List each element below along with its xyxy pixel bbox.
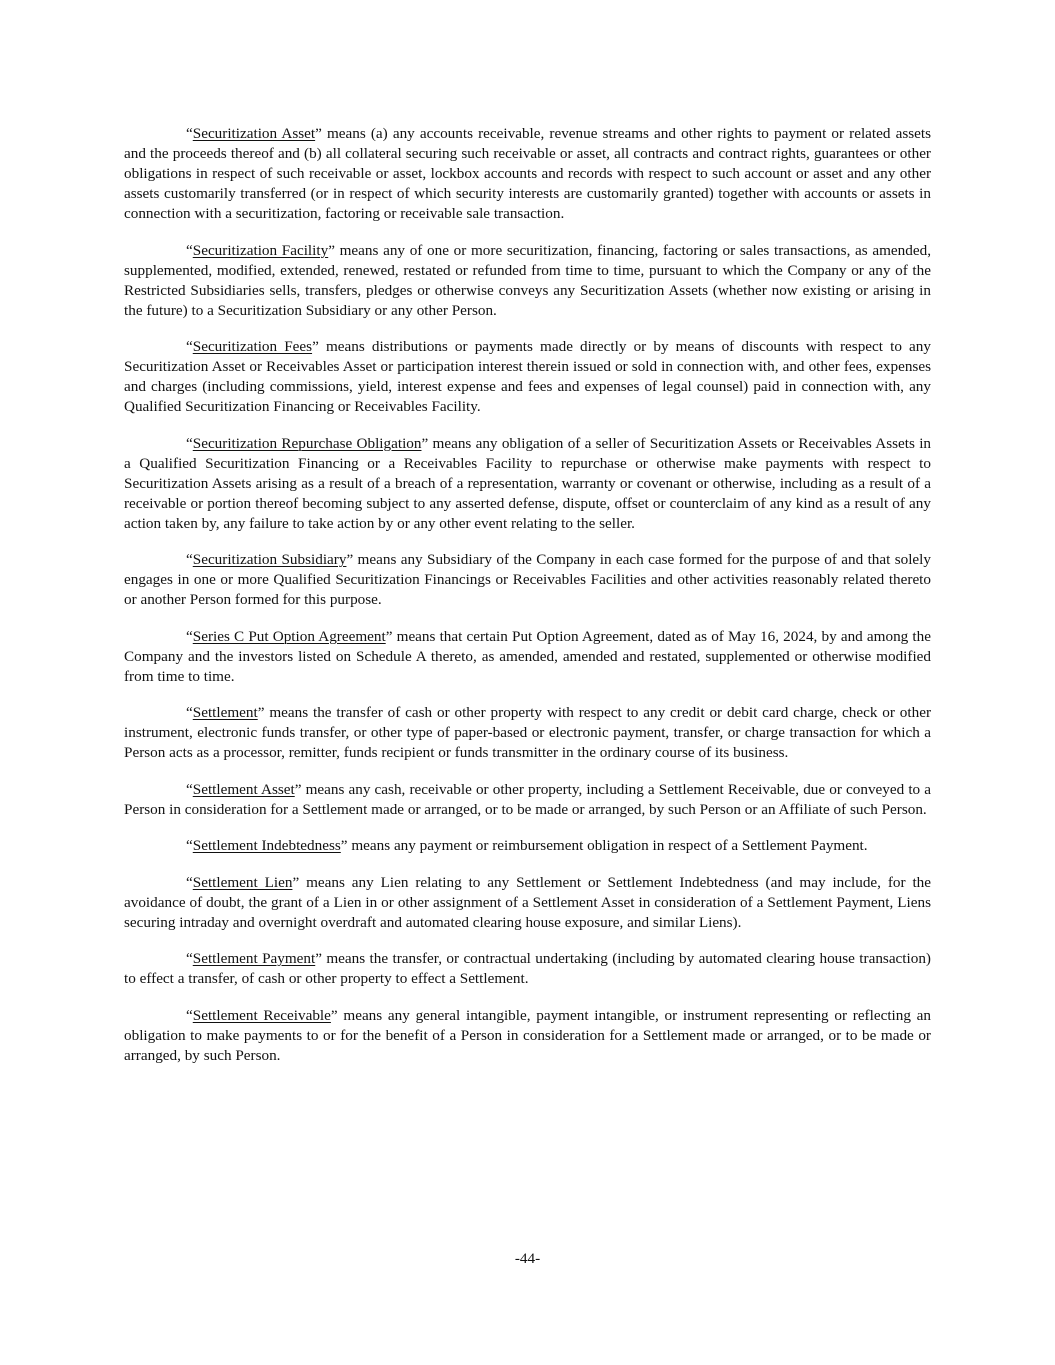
definition-text: means any payment or reimbursement obligation in respect of a Settlement Payment.	[347, 837, 868, 854]
definition-text: means any cash, receivable or other property, including a Settlement Receivable, due or conveyed to a Person in consideration for a Settlement made or arranged, or to be made or arranged, by such Person or an Affiliate of such Person.	[124, 780, 931, 818]
defined-term: Securitization Asset	[192, 125, 316, 142]
defined-term: Series C Put Option Agreement	[192, 627, 386, 645]
definition-text: means any general intangible, payment intangible, or instrument representing or reflecting an obligation to make payments to or for the benefit of a Person in consideration for a Settlement made or arranged, or to be made or arranged, by such Person.	[124, 1006, 932, 1064]
definition-securitization-subsidiary: “Securitization Subsidiary” means any Subsidiary of the Company in each case formed for the purpose of and that solely engages in one or more Qualified Securitization Financings or Receivables Facilities and other activities reasonably related thereto or another Person formed for this purpose.	[124, 551, 931, 608]
definition-settlement-lien: “Settlement Lien” means any Lien relating to any Settlement or Settlement Indebtedness (and may include, for the avoidance of doubt, the grant of a Lien in or other assignment of a Settlement Asset in consideration of a Settlement Payment, Liens securing intraday and overnight overdraft and automated clearing house exposure, and similar Liens).	[124, 873, 931, 931]
definition-securitization-fees: “Securitization Fees” means distributions or payments made directly or by means of discounts with respect to any Securitization Asset or Receivables Asset or participation interest therein issued or sold in connection with, and other fees, expenses and charges (including commissions, yield, interest expense and fees and expenses of legal counsel) paid in connection with, any Qualified Securitization Financing or Receivables Facility.	[124, 338, 931, 415]
definition-text: means distributions or payments made directly or by means of discounts with respect to any Securitization Asset or Receivables Asset or participation interest therein issued or sold in connection with, and other fees, expenses and charges (including commissions, yield, interest expense and fees and expenses of legal counsel) paid in connection with, any Qualified Securitization Financing or Receivables Facility.	[124, 338, 931, 415]
defined-term: Settlement Payment	[192, 950, 316, 967]
definition-text: means the transfer of cash or other property with respect to any credit or debit card charge, check or other instrument, electronic funds transfer, or other type of paper-based or electronic payment, transfer, or charge transaction for which a Person acts as a processor, remitter, funds recipient or funds transmitter in the ordinary course of its business.	[124, 704, 931, 761]
defined-term: Settlement Receivable	[192, 1006, 331, 1024]
definition-securitization-asset: “Securitization Asset” means (a) any accounts receivable, revenue streams and other rights to payment or related assets and the proceeds thereof and (b) all collateral securing such receivable or asset, all contracts and contract rights, guarantees or other obligations in respect of such receivable or asset, lockbox accounts and records with respect to such account or asset and any other assets customarily transferred (or in respect of which security interests are customarily granted) together with accounts or assets in connection with a securitization, factoring or receivable sale transaction.	[124, 125, 932, 222]
defined-term: Securitization Subsidiary	[192, 551, 347, 568]
defined-term: Securitization Repurchase Obligation	[192, 434, 422, 452]
definition-series-c-put-option-agreement: “Series C Put Option Agreement” means that certain Put Option Agreement, dated as of May 16, 2024, by and among the Company and the investors listed on Schedule A thereto, as amended, amended and restated, supplemented or otherwise modified from time to time.	[124, 627, 931, 685]
definition-text: means any Lien relating to any Settlement or Settlement Indebtedness (and may include, for the avoidance of doubt, the grant of a Lien in or other assignment of a Settlement Asset in consideration of a Settlement Payment, Liens securing intraday and overnight overdraft and automated clearing house exposure, and similar Liens).	[124, 873, 931, 931]
definition-text: means any Subsidiary of the Company in each case formed for the purpose of and that solely engages in one or more Qualified Securitization Financings or Receivables Facilities and other activities reasonably related thereto or another Person formed for this purpose.	[124, 551, 931, 608]
defined-term: Securitization Fees	[192, 338, 313, 355]
document-body	[124, 124, 931, 1082]
defined-term: Settlement Lien	[192, 873, 293, 891]
definition-text: means that certain Put Option Agreement, dated as of May 16, 2024, by and among the Company and the investors listed on Schedule A thereto, as amended, amended and restated, supplemented or otherwise modified from time to time.	[124, 627, 931, 685]
definition-securitization-repurchase-obligation: “Securitization Repurchase Obligation” means any obligation of a seller of Securitization Assets or Receivables Assets in a Qualified Securitization Financing or a Receivables Facility to repurchase or otherwise make payments with respect to Securitization Assets arising as a result of a breach of a representation, warranty or covenant or otherwise, including as a result of a receivable or portion thereof becoming subject to any asserted defense, dispute, offset or counterclaim of any kind as a result of any action taken by, any failure to take action by or any other event relating to the seller.	[124, 434, 932, 532]
definition-settlement: “Settlement” means the transfer of cash or other property with respect to any credit or debit card charge, check or other instrument, electronic funds transfer, or other type of paper-based or electronic payment, transfer, or charge transaction for which a Person acts as a processor, remitter, funds recipient or funds transmitter in the ordinary course of its business.	[124, 704, 931, 761]
definition-settlement-indebtedness: “Settlement Indebtedness” means any payment or reimbursement obligation in respect of a Settlement Payment.	[186, 837, 868, 854]
definition-text: means any obligation of a seller of Securitization Assets or Receivables Assets in a Qualified Securitization Financing or a Receivables Facility to repurchase or otherwise make payments with respect to Securitization Assets arising as a result of a breach of a representation, warranty or covenant or otherwise, including as a result of a receivable or portion thereof becoming subject to any asserted defense, dispute, offset or counterclaim of any kind as a result of any action taken by, any failure to take action by or any other event relating to the seller.	[124, 434, 932, 532]
definition-settlement-asset: “Settlement Asset” means any cash, receivable or other property, including a Settlement Receivable, due or conveyed to a Person in consideration for a Settlement made or arranged, or to be made or arranged, by such Person or an Affiliate of such Person.	[124, 780, 931, 818]
definition-securitization-facility: “Securitization Facility” means any of one or more securitization, financing, factoring or sales transactions, as amended, supplemented, modified, extended, renewed, restated or refunded from time to time, pursuant to which the Company or any of the Restricted Subsidiaries sells, transfers, pledges or otherwise conveys any Securitization Assets (whether now existing or arising in the future) to a Securitization Subsidiary or any other Person.	[124, 241, 931, 319]
definition-text: means any of one or more securitization, financing, factoring or sales transactions, as amended, supplemented, modified, extended, renewed, restated or refunded from time to time, pursuant to which the Company or any of the Restricted Subsidiaries sells, transfers, pledges or otherwise conveys any Securitization Assets (whether now existing or arising in the future) to a Securitization Subsidiary or any other Person.	[124, 241, 931, 319]
defined-term: Settlement Indebtedness	[192, 837, 341, 854]
defined-term: Securitization Facility	[192, 241, 329, 259]
definition-text: means the transfer, or contractual undertaking (including by automated clearing house transaction) to effect a transfer, of cash or other property to effect a Settlement.	[124, 950, 931, 987]
definition-text: means (a) any accounts receivable, revenue streams and other rights to payment or related assets and the proceeds thereof and (b) all collateral securing such receivable or asset, all contracts and contract rights, guarantees or other obligations in respect of such receivable or asset, lockbox accounts and records with respect to such account or asset and any other assets customarily transferred (or in respect of which security interests are customarily granted) together with accounts or assets in connection with a securitization, factoring or receivable sale transaction.	[124, 125, 932, 222]
definition-settlement-payment: “Settlement Payment” means the transfer, or contractual undertaking (including by automated clearing house transaction) to effect a transfer, of cash or other property to effect a Settlement.	[124, 950, 931, 987]
defined-term: Settlement	[192, 704, 258, 721]
page-number: -44-	[514, 1250, 541, 1267]
defined-term: Settlement Asset	[192, 780, 295, 798]
definition-settlement-receivable: “Settlement Receivable” means any general intangible, payment intangible, or instrument representing or reflecting an obligation to make payments to or for the benefit of a Person in consideration for a Settlement made or arranged, or to be made or arranged, by such Person.	[124, 1006, 932, 1064]
